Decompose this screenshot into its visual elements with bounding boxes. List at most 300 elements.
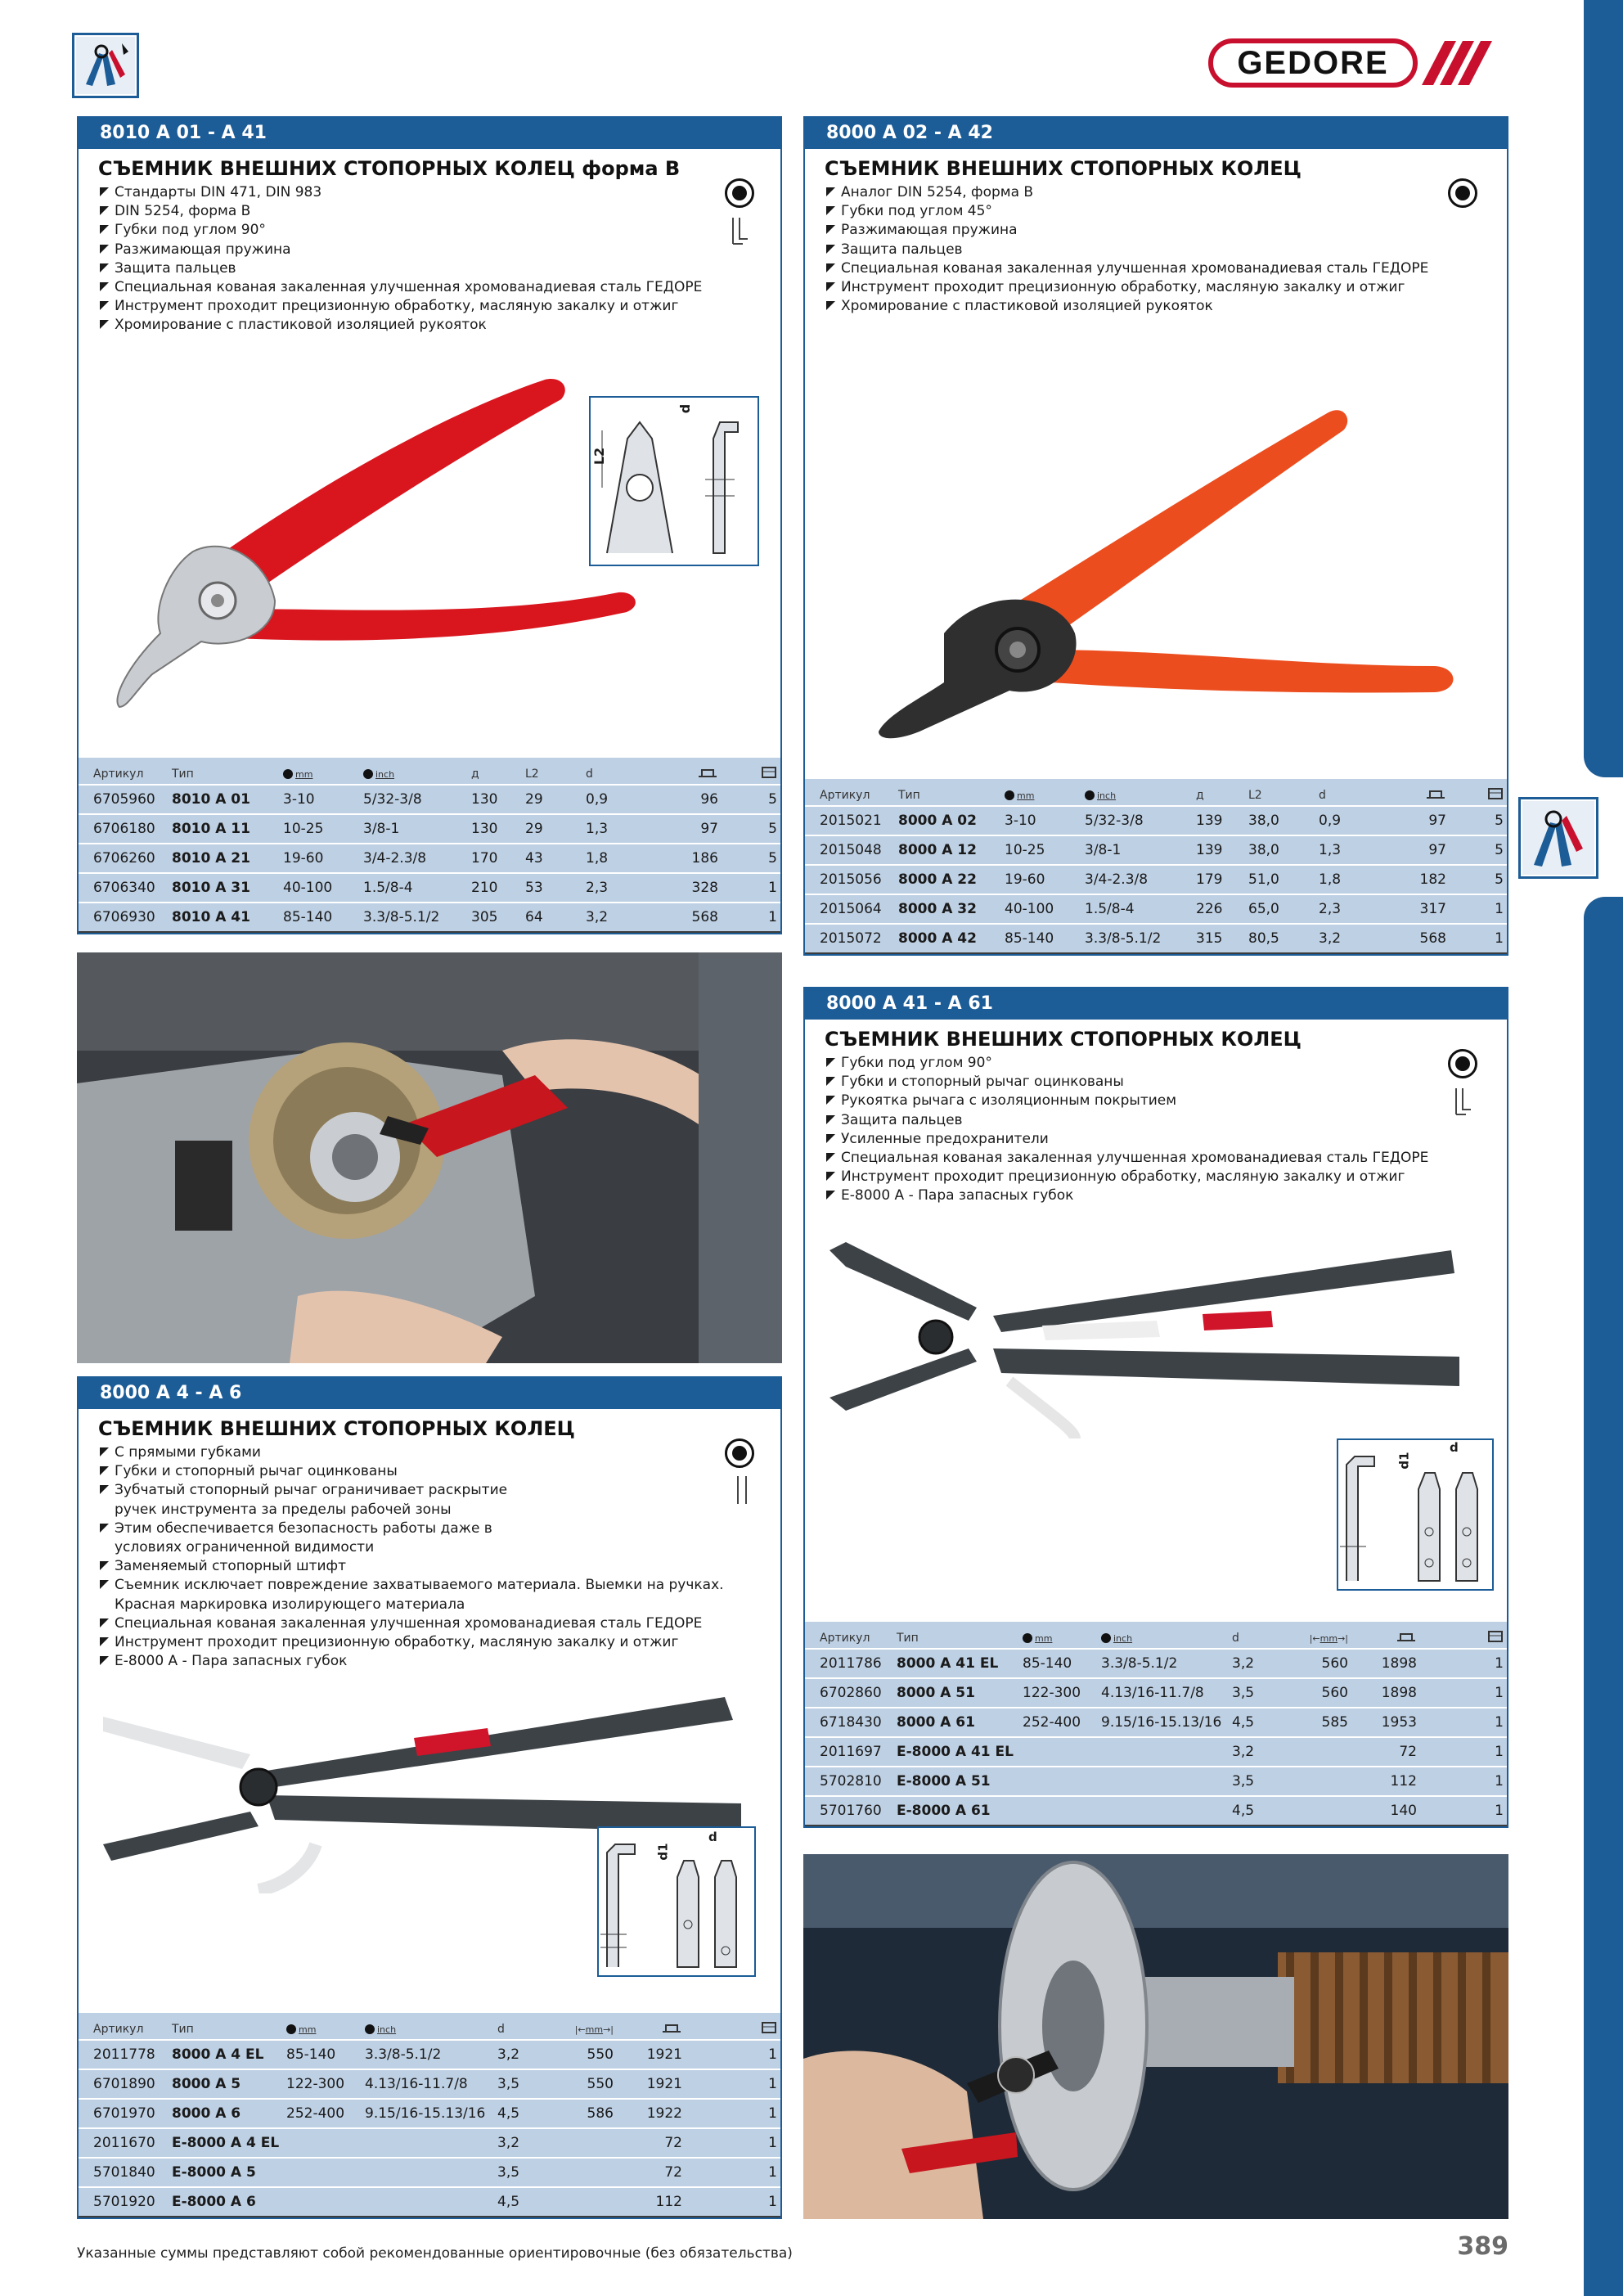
table-cell: [283, 2158, 362, 2187]
feature-item: [98, 1652, 780, 1671]
table-cell: 19-60: [1001, 865, 1081, 894]
chapter-tab-upper: [1584, 0, 1623, 777]
table-cell: 4,5: [494, 2187, 560, 2217]
table-cell: 560: [1294, 1678, 1351, 1708]
table-cell: 2015064: [805, 894, 895, 924]
table-cell: 6701970: [79, 2099, 169, 2128]
feature-item-line: С прямыми губками: [115, 1444, 261, 1461]
table-cell: 9.15/16-15.13/16: [362, 2099, 494, 2128]
table-cell: 170: [468, 844, 522, 873]
table-cell: 5: [722, 785, 780, 814]
panel-heading: 8000 A 02 - A 42: [805, 118, 1507, 149]
table-cell: 550: [560, 2040, 617, 2069]
brand-name: GEDORE: [1237, 45, 1389, 81]
feature-list: [98, 1443, 780, 1671]
table-cell: 4.13/16-11.7/8: [362, 2069, 494, 2099]
panel-heading: 8000 A 4 - A 6: [79, 1378, 780, 1409]
feature-item: [98, 1443, 780, 1462]
feature-item: Аналог DIN 5254, форма В: [825, 183, 1507, 202]
table-cell: 29: [522, 785, 582, 814]
table-cell: E-8000 A 51: [893, 1767, 1019, 1796]
chapter-tab-lower: [1584, 897, 1623, 2296]
spec-table: [79, 758, 780, 933]
table-cell: 6702860: [805, 1678, 893, 1708]
table-cell: [362, 2187, 494, 2217]
weight-icon: [697, 767, 718, 778]
ring-diameter-icon: [283, 769, 293, 779]
table-cell: 2,3: [1315, 894, 1386, 924]
feature-item: [98, 1462, 780, 1481]
ring-diameter-icon: [363, 769, 373, 779]
feature-item: E-8000 A - Пара запасных губок: [825, 1186, 1507, 1205]
table-cell: 5: [722, 814, 780, 844]
table-cell: 4,5: [1229, 1708, 1294, 1737]
table-row: [79, 844, 780, 873]
feature-item-line: Заменяемый стопорный штифт: [115, 1558, 346, 1575]
col-article: Артикул: [79, 2013, 169, 2040]
table-cell: [362, 2158, 494, 2187]
external-ring-icon: [725, 1438, 754, 1468]
table-cell: 1921: [617, 2040, 686, 2069]
table-cell: 1898: [1351, 1649, 1420, 1678]
circlip-plier-image: [829, 1226, 1484, 1438]
table-cell: 1921: [617, 2069, 686, 2099]
workshop-photo-rotor: [803, 1854, 1508, 2219]
table-cell: 8000 A 61: [893, 1708, 1019, 1737]
table-cell: 85-140: [280, 903, 360, 932]
table-cell: 3,2: [1229, 1649, 1294, 1678]
table-cell: 5/32-3/8: [360, 785, 468, 814]
table-cell: 317: [1386, 894, 1450, 924]
table-cell: 139: [1193, 806, 1245, 835]
table-cell: 43: [522, 844, 582, 873]
feature-item: Хромирование с пластиковой изоляцией рукояток: [825, 297, 1507, 316]
table-cell: 315: [1193, 924, 1245, 953]
table-row: [805, 894, 1507, 924]
panel-title: СЪЕМНИК ВНЕШНИХ СТОПОРНЫХ КОЛЕЦ форма В: [98, 157, 681, 180]
col-pack: [1420, 1622, 1507, 1649]
table-cell: [1294, 1767, 1351, 1796]
table-cell: 1,8: [582, 844, 648, 873]
table-cell: 1,3: [1315, 835, 1386, 865]
dimension-drawing: [597, 1826, 756, 1977]
table-cell: 8010 A 31: [169, 873, 280, 903]
col-range-inch: inch: [1081, 779, 1193, 806]
col-range-mm: mm: [1019, 1622, 1098, 1649]
table-cell: 8000 A 4 EL: [169, 2040, 283, 2069]
table-cell: 3/4-2.3/8: [1081, 865, 1193, 894]
table-cell: 2011778: [79, 2040, 169, 2069]
table-cell: 210: [468, 873, 522, 903]
feature-item-line: Специальная кованая закаленная улучшенная хромованадиевая сталь ГЕДОРЕ: [115, 1614, 703, 1632]
table-cell: 8000 A 41 EL: [893, 1649, 1019, 1678]
table-cell: 1,8: [1315, 865, 1386, 894]
table-cell: 1: [1450, 894, 1507, 924]
table-cell: 2015056: [805, 865, 895, 894]
col-article: Артикул: [805, 1622, 893, 1649]
feature-item-line: ручек инструмента за пределы рабочей зоны: [115, 1501, 452, 1518]
table-cell: [1019, 1767, 1098, 1796]
table-row: [79, 903, 780, 932]
table-cell: 10-25: [1001, 835, 1081, 865]
table-cell: 3,2: [1315, 924, 1386, 953]
table-cell: 72: [1351, 1737, 1420, 1767]
feature-item: Инструмент проходит прецизионную обработку, масляную закалку и отжиг: [825, 1168, 1507, 1186]
table-cell: 2,3: [582, 873, 648, 903]
table-row: [805, 1649, 1507, 1678]
straight-jaw-icon: [733, 1474, 753, 1507]
table-cell: 5: [1450, 865, 1507, 894]
table-cell: 1922: [617, 2099, 686, 2128]
table-cell: 3/8-1: [360, 814, 468, 844]
table-cell: 29: [522, 814, 582, 844]
table-cell: 305: [468, 903, 522, 932]
table-cell: 8000 A 51: [893, 1678, 1019, 1708]
table-cell: 8000 A 42: [895, 924, 1001, 953]
footer-note: Указанные суммы представляют собой рекомендованные ориентировочные (без обязательства): [77, 2245, 793, 2262]
table-cell: 1: [1420, 1767, 1507, 1796]
feature-item: Специальная кованая закаленная улучшенная хромованадиевая сталь ГЕДОРЕ: [825, 1149, 1507, 1168]
table-cell: 586: [560, 2099, 617, 2128]
table-cell: 560: [1294, 1649, 1351, 1678]
table-cell: 139: [1193, 835, 1245, 865]
panel-title: СЪЕМНИК ВНЕШНИХ СТОПОРНЫХ КОЛЕЦ: [825, 157, 1302, 180]
table-cell: 8000 A 32: [895, 894, 1001, 924]
feature-item: [98, 1519, 780, 1557]
table-cell: 1: [686, 2158, 780, 2187]
table-cell: 226: [1193, 894, 1245, 924]
table-cell: 1: [686, 2040, 780, 2069]
feature-item: Губки под углом 45°: [825, 202, 1507, 221]
ring-diameter-icon: [1085, 790, 1095, 800]
table-cell: 1: [1420, 1649, 1507, 1678]
jaw-angle-icon: [728, 214, 753, 247]
table-cell: 1953: [1351, 1708, 1420, 1737]
panel-heading: 8010 A 01 - A 41: [79, 118, 780, 149]
table-row: [805, 1678, 1507, 1708]
table-cell: 2015072: [805, 924, 895, 953]
table-cell: 6706930: [79, 903, 169, 932]
col-weight: [648, 758, 722, 785]
feature-item: [98, 1633, 780, 1652]
table-cell: 140: [1351, 1796, 1420, 1826]
table-cell: 6706180: [79, 814, 169, 844]
col-range-mm: mm: [1001, 779, 1081, 806]
table-row: [79, 873, 780, 903]
col-range-mm: mm: [280, 758, 360, 785]
table-cell: [1098, 1767, 1229, 1796]
jaw-angle-icon: [1451, 1085, 1476, 1118]
table-row: [805, 806, 1507, 835]
feature-item-line: Красная маркировка изолирующего материала: [115, 1596, 465, 1613]
table-cell: 1: [686, 2128, 780, 2158]
table-cell: 4.13/16-11.7/8: [1098, 1678, 1229, 1708]
table-cell: 3.3/8-5.1/2: [360, 903, 468, 932]
table-row: [805, 1708, 1507, 1737]
table-cell: 5/32-3/8: [1081, 806, 1193, 835]
table-cell: 8000 A 6: [169, 2099, 283, 2128]
table-row: [805, 865, 1507, 894]
spec-table: [805, 779, 1507, 954]
table-cell: 252-400: [1019, 1708, 1098, 1737]
feature-item: [98, 1576, 780, 1614]
table-cell: [560, 2128, 617, 2158]
spec-table: [79, 2013, 780, 2217]
table-cell: 9.15/16-15.13/16: [1098, 1708, 1229, 1737]
table-row: [79, 814, 780, 844]
feature-item: Усиленные предохранители: [825, 1130, 1507, 1149]
table-cell: 1: [686, 2069, 780, 2099]
label-d1: d1: [655, 1843, 671, 1861]
weight-icon: [1425, 788, 1446, 799]
feature-item-line: условиях ограниченной видимости: [115, 1539, 375, 1556]
table-cell: 10-25: [280, 814, 360, 844]
table-cell: 40-100: [1001, 894, 1081, 924]
table-cell: 5: [1450, 835, 1507, 865]
external-ring-icon: [1448, 178, 1477, 208]
table-cell: 3.3/8-5.1/2: [362, 2040, 494, 2069]
table-cell: [362, 2128, 494, 2158]
col-type: Тип: [893, 1622, 1019, 1649]
table-cell: 8000 A 22: [895, 865, 1001, 894]
category-icon: [72, 33, 139, 98]
table-cell: 186: [648, 844, 722, 873]
table-row: [805, 835, 1507, 865]
table-cell: 5: [722, 844, 780, 873]
ring-diameter-icon: [286, 2024, 296, 2034]
table-cell: 6701890: [79, 2069, 169, 2099]
table-row: [805, 1737, 1507, 1767]
table-cell: 585: [1294, 1708, 1351, 1737]
table-cell: [1294, 1796, 1351, 1826]
table-cell: 2011670: [79, 2128, 169, 2158]
feature-item-line: Зубчатый стопорный рычаг ограничивает раскрытие: [115, 1482, 508, 1499]
feature-item: [98, 1557, 780, 1576]
feature-item: Хромирование с пластиковой изоляцией рукояток: [98, 316, 780, 335]
table-row: [79, 2158, 780, 2187]
external-ring-icon: [1448, 1049, 1477, 1078]
ring-diameter-icon: [365, 2024, 375, 2034]
table-cell: 3,5: [494, 2069, 560, 2099]
table-cell: 85-140: [1001, 924, 1081, 953]
feature-list: [98, 183, 780, 335]
table-cell: 8010 A 41: [169, 903, 280, 932]
workshop-photo-gearbox: [77, 952, 782, 1363]
table-row: [79, 2069, 780, 2099]
table-cell: 3.3/8-5.1/2: [1081, 924, 1193, 953]
table-row: [79, 2128, 780, 2158]
label-d: d: [677, 403, 694, 414]
col-length-mm: |←mm→|: [1294, 1622, 1351, 1649]
package-icon: [1487, 1630, 1504, 1643]
table-cell: 1: [1450, 924, 1507, 953]
table-cell: 179: [1193, 865, 1245, 894]
table-cell: 65,0: [1245, 894, 1315, 924]
table-cell: 8000 A 5: [169, 2069, 283, 2099]
table-cell: 130: [468, 814, 522, 844]
table-cell: 3/8-1: [1081, 835, 1193, 865]
label-d: d: [708, 1830, 717, 1844]
table-cell: 6718430: [805, 1708, 893, 1737]
table-cell: [283, 2128, 362, 2158]
table-cell: 112: [1351, 1767, 1420, 1796]
table-row: [805, 1796, 1507, 1826]
col-type: Тип: [169, 2013, 283, 2040]
col-pack: [722, 758, 780, 785]
table-cell: 72: [617, 2128, 686, 2158]
table-cell: E-8000 A 41 EL: [893, 1737, 1019, 1767]
col-article: Артикул: [79, 758, 169, 785]
table-cell: 252-400: [283, 2099, 362, 2128]
table-cell: 5702810: [805, 1767, 893, 1796]
table-cell: 4,5: [494, 2099, 560, 2128]
table-cell: E-8000 A 4 EL: [169, 2128, 283, 2158]
col-length: д: [1193, 779, 1245, 806]
table-cell: [1019, 1796, 1098, 1826]
col-pack: [1450, 779, 1507, 806]
table-cell: 1.5/8-4: [1081, 894, 1193, 924]
feature-item: [98, 1481, 780, 1519]
feature-item: Специальная кованая закаленная улучшенная хромованадиевая сталь ГЕДОРЕ: [98, 278, 780, 297]
table-cell: 1: [1420, 1796, 1507, 1826]
col-weight: [1351, 1622, 1420, 1649]
feature-item: Инструмент проходит прецизионную обработку, масляную закалку и отжиг: [825, 278, 1507, 297]
ring-diameter-icon: [1005, 790, 1014, 800]
panel-title: СЪЕМНИК ВНЕШНИХ СТОПОРНЫХ КОЛЕЦ: [825, 1028, 1302, 1051]
table-cell: 8000 A 12: [895, 835, 1001, 865]
table-cell: 3,5: [494, 2158, 560, 2187]
col-length: д: [468, 758, 522, 785]
package-icon: [761, 766, 777, 779]
external-ring-icon: [725, 178, 754, 208]
col-tip-d: d: [1229, 1622, 1294, 1649]
feature-item: Губки и стопорный рычаг оцинкованы: [825, 1073, 1507, 1092]
product-panel-8000-a41: [803, 987, 1508, 1828]
feature-item: Губки под углом 90°: [825, 1054, 1507, 1073]
col-tip-d: d: [582, 758, 648, 785]
col-weight: [1386, 779, 1450, 806]
table-cell: 122-300: [283, 2069, 362, 2099]
table-cell: 97: [648, 814, 722, 844]
circlip-plier-image: [829, 388, 1468, 748]
feature-item: [98, 1614, 780, 1633]
table-cell: 3,2: [582, 903, 648, 932]
panel-heading: 8000 A 41 - A 61: [805, 988, 1507, 1020]
table-cell: 8010 A 01: [169, 785, 280, 814]
col-range-inch: inch: [360, 758, 468, 785]
table-cell: 40-100: [280, 873, 360, 903]
table-cell: 1: [686, 2187, 780, 2217]
ring-diameter-icon: [1101, 1633, 1111, 1643]
col-type: Тип: [895, 779, 1001, 806]
weight-icon: [661, 2022, 682, 2033]
col-type: Тип: [169, 758, 280, 785]
table-cell: [1019, 1737, 1098, 1767]
table-row: [79, 2040, 780, 2069]
package-icon: [1487, 787, 1504, 800]
col-range-inch: inch: [362, 2013, 494, 2040]
panel-title: СЪЕМНИК ВНЕШНИХ СТОПОРНЫХ КОЛЕЦ: [98, 1417, 575, 1440]
table-cell: 3,2: [494, 2128, 560, 2158]
table-cell: E-8000 A 61: [893, 1796, 1019, 1826]
feature-item: Защита пальцев: [825, 1111, 1507, 1130]
col-pack: [686, 2013, 780, 2040]
table-cell: E-8000 A 6: [169, 2187, 283, 2217]
dimension-drawing: [1337, 1438, 1494, 1591]
table-cell: 3,5: [1229, 1767, 1294, 1796]
table-cell: 85-140: [283, 2040, 362, 2069]
table-cell: 0,9: [582, 785, 648, 814]
table-cell: 568: [1386, 924, 1450, 953]
col-tip-d: d: [494, 2013, 560, 2040]
table-cell: 1: [686, 2099, 780, 2128]
table-cell: [283, 2187, 362, 2217]
table-cell: E-8000 A 5: [169, 2158, 283, 2187]
table-row: [79, 2099, 780, 2128]
table-row: [79, 785, 780, 814]
table-cell: 80,5: [1245, 924, 1315, 953]
table-cell: 1: [1420, 1708, 1507, 1737]
table-cell: 38,0: [1245, 835, 1315, 865]
table-cell: 5: [1450, 806, 1507, 835]
table-cell: 1: [722, 873, 780, 903]
table-cell: [1098, 1737, 1229, 1767]
product-panel-8000-a02: [803, 116, 1508, 956]
table-cell: 19-60: [280, 844, 360, 873]
table-cell: 550: [560, 2069, 617, 2099]
table-cell: 8000 A 02: [895, 806, 1001, 835]
col-length-mm: |←mm→|: [560, 2013, 617, 2040]
table-cell: 1: [1420, 1737, 1507, 1767]
col-tip-d: d: [1315, 779, 1386, 806]
product-panel-8000-a4: [77, 1376, 782, 2219]
table-cell: 1,3: [582, 814, 648, 844]
label-d1: d1: [1396, 1452, 1412, 1470]
table-row: [805, 924, 1507, 953]
feature-item: Специальная кованая закаленная улучшенная хромованадиевая сталь ГЕДОРЕ: [825, 259, 1507, 278]
table-cell: 182: [1386, 865, 1450, 894]
table-cell: 3,5: [1229, 1678, 1294, 1708]
table-cell: 85-140: [1019, 1649, 1098, 1678]
table-cell: 1: [1420, 1678, 1507, 1708]
table-cell: [560, 2187, 617, 2217]
table-cell: [560, 2158, 617, 2187]
table-cell: 96: [648, 785, 722, 814]
table-cell: 3,2: [494, 2040, 560, 2069]
gedore-logo: [1207, 36, 1502, 90]
table-cell: 53: [522, 873, 582, 903]
table-cell: 1.5/8-4: [360, 873, 468, 903]
dimension-drawing: [589, 396, 759, 566]
feature-list: [825, 183, 1507, 316]
table-cell: 72: [617, 2158, 686, 2187]
table-cell: 3-10: [1001, 806, 1081, 835]
ring-diameter-icon: [1023, 1633, 1032, 1643]
table-cell: 2011786: [805, 1649, 893, 1678]
table-cell: [1098, 1796, 1229, 1826]
feature-item-line: E-8000 A - Пара запасных губок: [115, 1653, 348, 1670]
feature-item: Разжимающая пружина: [825, 221, 1507, 240]
table-cell: [1294, 1737, 1351, 1767]
table-cell: 51,0: [1245, 865, 1315, 894]
table-cell: 97: [1386, 806, 1450, 835]
label-l2: L2: [591, 447, 608, 466]
table-cell: 2015021: [805, 806, 895, 835]
table-cell: 6706340: [79, 873, 169, 903]
table-cell: 4,5: [1229, 1796, 1294, 1826]
package-icon: [761, 2021, 777, 2034]
feature-item: Инструмент проходит прецизионную обработку, масляную закалку и отжиг: [98, 297, 780, 316]
